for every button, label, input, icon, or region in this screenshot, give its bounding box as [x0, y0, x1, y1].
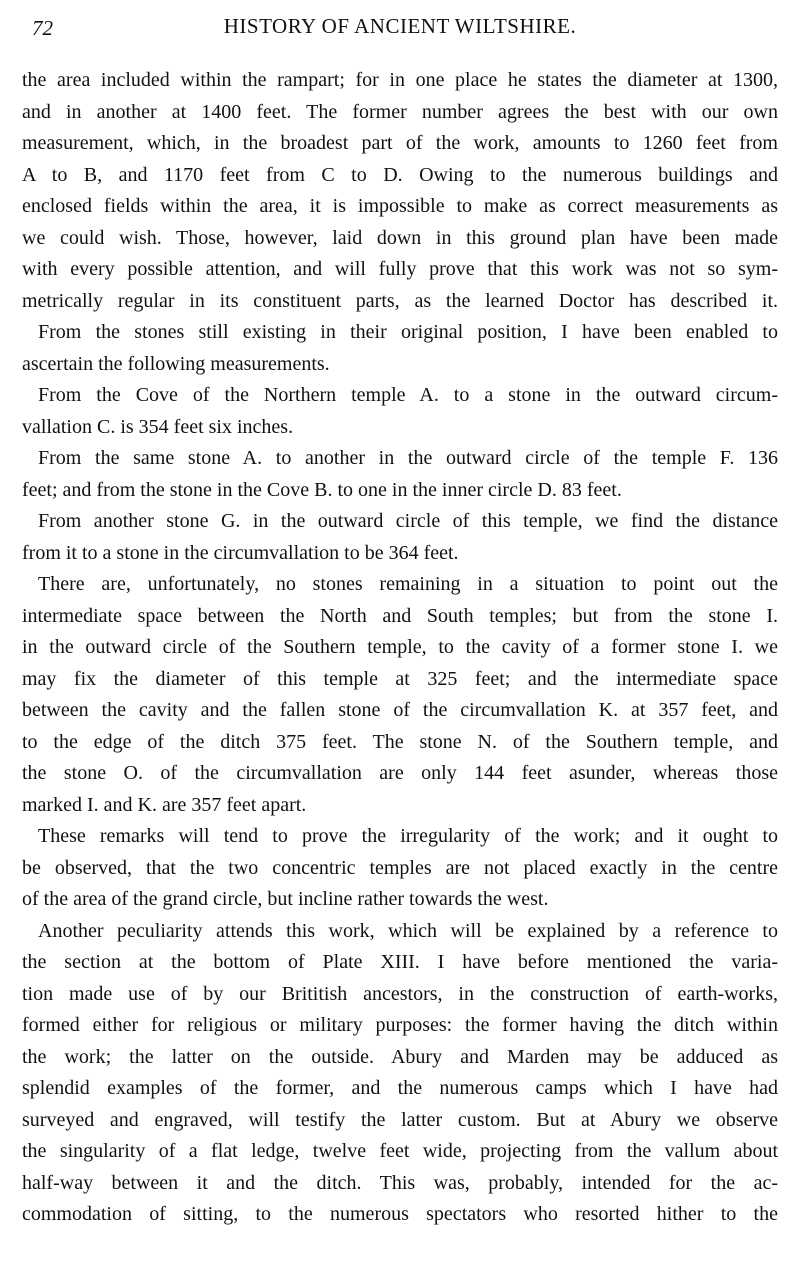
text-line: in the outward circle of the Southern temple, to the cavity of a former stone I. we — [22, 636, 778, 658]
text-line: metrically regular in its constituent parts, as the learned Doctor has described it. — [22, 289, 778, 312]
text-line: feet; and from the stone in the Cove B. to one in the inner circle D. 83 feet. — [22, 478, 622, 501]
text-line: the work; the latter on the outside. Abury and Marden may be adduced as — [22, 1045, 778, 1068]
text-line: There are, unfortunately, no stones remaining in a situation to point out the — [38, 573, 778, 595]
text-line: From the stones still existing in their original position, I have been enabled to — [38, 321, 778, 343]
text-line: commodation of sitting, to the numerous spectators who resorted hither to the — [22, 1203, 778, 1225]
text-line: and in another at 1400 feet. The former number agrees the best with our own — [22, 100, 778, 123]
text-line: These remarks will tend to prove the irregularity of the work; and it ought to — [38, 825, 778, 847]
body-text — [22, 65, 778, 1231]
running-title: HISTORY OF ANCIENT WILTSHIRE. — [223, 14, 577, 38]
text-line: to the edge of the ditch 375 feet. The stone N. of the Southern temple, and — [22, 730, 778, 753]
text-line: we could wish. Those, however, laid down in this ground plan have been made — [22, 226, 778, 249]
text-line: formed either for religious or military purposes: the former having the ditch within — [22, 1014, 778, 1036]
text-line: the singularity of a flat ledge, twelve feet wide, projecting from the vallum about — [22, 1140, 778, 1162]
text-line: From the same stone A. to another in the outward circle of the temple F. 136 — [38, 447, 778, 469]
text-line: A to B, and 1170 feet from C to D. Owing to the numerous buildings and — [22, 163, 778, 186]
text-line: intermediate space between the North and South temples; but from the stone I. — [22, 604, 778, 627]
text-line: measurement, which, in the broadest part of the work, amounts to 1260 feet from — [22, 132, 778, 154]
text-line: From another stone G. in the outward circle of this temple, we find the distance — [38, 510, 778, 532]
text-line: surveyed and engraved, will testify the latter custom. But at Abury we observe — [22, 1108, 778, 1131]
text-line: vallation C. is 354 feet six inches. — [22, 415, 294, 438]
page-header — [22, 14, 778, 44]
text-line: enclosed fields within the area, it is impossible to make as correct measurements as — [22, 195, 778, 217]
text-line: the section at the bottom of Plate XIII. I have before mentioned the varia- — [22, 951, 778, 973]
text-line: ascertain the following measurements. — [22, 352, 330, 375]
text-line: From the Cove of the Northern temple A. to a stone in the outward circum- — [38, 384, 778, 406]
text-line: half-way between it and the ditch. This was, probably, intended for the ac- — [22, 1171, 778, 1194]
text-line: tion made use of by our Brititish ancestors, in the construction of earth-works, — [22, 982, 778, 1005]
page-number: 72 — [32, 16, 53, 40]
text-line: splendid examples of the former, and the numerous camps which I have had — [22, 1077, 778, 1099]
text-line: be observed, that the two concentric temples are not placed exactly in the centre — [22, 856, 778, 879]
text-line: of the area of the grand circle, but incline rather towards the west. — [22, 888, 549, 910]
text-line: the area included within the rampart; for in one place he states the diameter at 1300, — [22, 69, 778, 91]
text-line: may fix the diameter of this temple at 325 feet; and the intermediate space — [22, 667, 778, 690]
text-line: Another peculiarity attends this work, which will be explained by a reference to — [38, 919, 778, 942]
text-line: between the cavity and the fallen stone of the circumvallation K. at 357 feet, and — [22, 699, 778, 721]
text-line: with every possible attention, and will fully prove that this work was not so sym- — [22, 258, 778, 280]
text-line: marked I. and K. are 357 feet apart. — [22, 793, 307, 816]
text-line: the stone O. of the circumvallation are only 144 feet asunder, whereas those — [22, 762, 778, 784]
text-line: from it to a stone in the circumvallation to be 364 feet. — [22, 541, 459, 564]
